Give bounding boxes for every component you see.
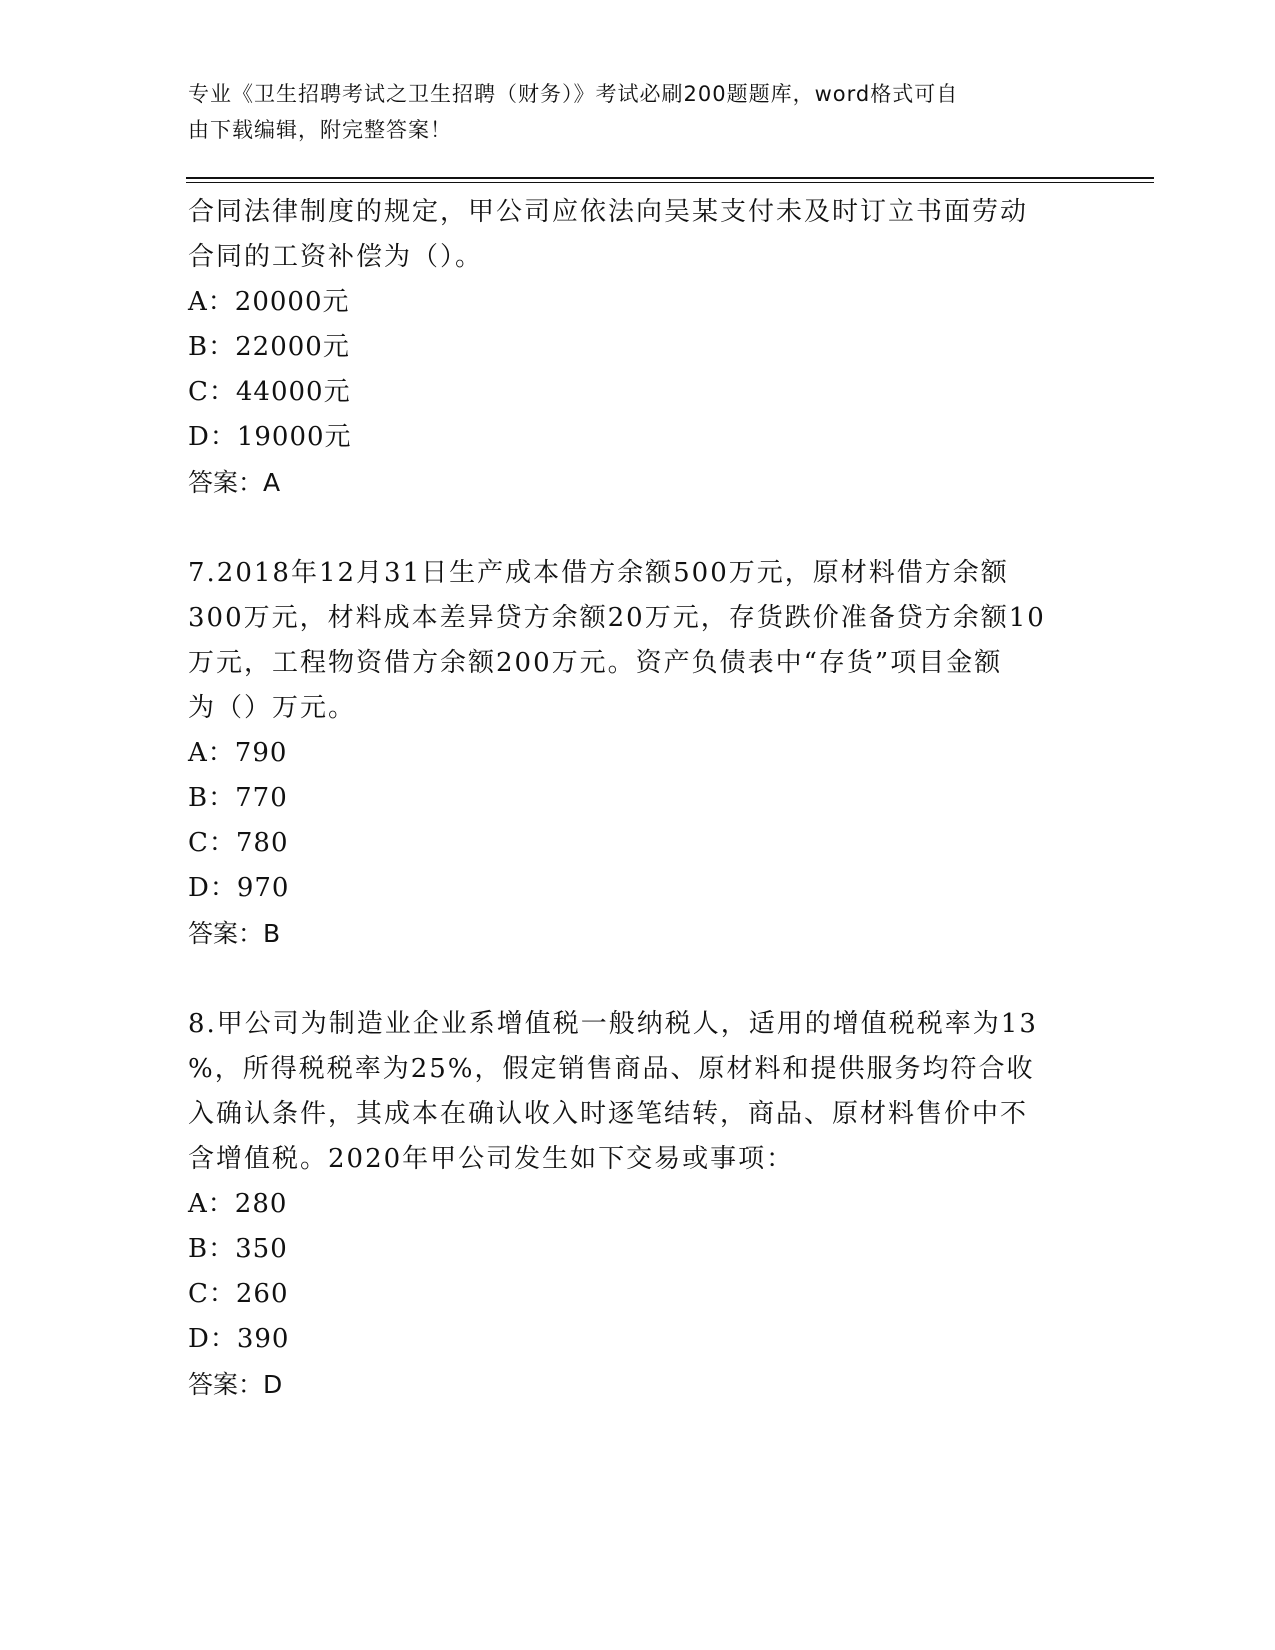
header-line-1: 专业《卫生招聘考试之卫生招聘（财务）》考试必刷200题题库，word格式可自 xyxy=(188,82,959,106)
question-spacer xyxy=(188,505,1088,551)
answer-line: 答案：D xyxy=(188,1370,283,1399)
option-b: B：350 xyxy=(188,1234,288,1264)
question-stem-line: 万元，工程物资借方余额200万元。资产负债表中“存货”项目金额 xyxy=(188,648,1003,678)
question-content xyxy=(188,190,1088,1407)
question-stem-line: 为（）万元。 xyxy=(188,693,357,723)
question-stem-line: %，所得税税率为25%，假定销售商品、原材料和提供服务均符合收 xyxy=(188,1054,1035,1084)
answer-line: 答案：A xyxy=(188,468,281,497)
option-d: D：390 xyxy=(188,1324,290,1354)
option-d: D：19000元 xyxy=(188,422,352,452)
question-7 xyxy=(188,551,1088,956)
option-a: A：280 xyxy=(188,1189,288,1219)
option-b: B：22000元 xyxy=(188,332,350,362)
option-a: A：20000元 xyxy=(188,287,350,317)
question-6 xyxy=(188,190,1088,505)
option-c: C：44000元 xyxy=(188,377,351,407)
question-stem-line: 7.2018年12月31日生产成本借方余额500万元，原材料借方余额 xyxy=(188,558,1009,588)
option-d: D：970 xyxy=(188,873,290,903)
option-b: B：770 xyxy=(188,783,288,813)
option-a: A：790 xyxy=(188,738,288,768)
question-stem-line: 入确认条件，其成本在确认收入时逐笔结转，商品、原材料售价中不 xyxy=(188,1099,1029,1129)
question-stem-line: 合同法律制度的规定，甲公司应依法向吴某支付未及时订立书面劳动 xyxy=(188,197,1029,227)
question-spacer xyxy=(188,956,1088,1002)
question-stem-line: 合同的工资补偿为（）。 xyxy=(188,242,484,272)
question-8 xyxy=(188,1002,1088,1407)
header-line-2: 由下载编辑，附完整答案！ xyxy=(188,118,452,142)
header-divider-thin xyxy=(186,182,1154,183)
option-c: C：260 xyxy=(188,1279,289,1309)
document-header xyxy=(188,76,1068,148)
question-stem-line: 300万元，材料成本差异贷方余额20万元，存货跌价准备贷方余额10 xyxy=(188,603,1046,633)
header-divider-thick xyxy=(186,177,1154,179)
option-c: C：780 xyxy=(188,828,289,858)
question-stem-line: 8.甲公司为制造业企业系增值税一般纳税人，适用的增值税税率为13 xyxy=(188,1009,1038,1039)
question-stem-line: 含增值税。2020年甲公司发生如下交易或事项： xyxy=(188,1144,795,1174)
answer-line: 答案：B xyxy=(188,919,281,948)
